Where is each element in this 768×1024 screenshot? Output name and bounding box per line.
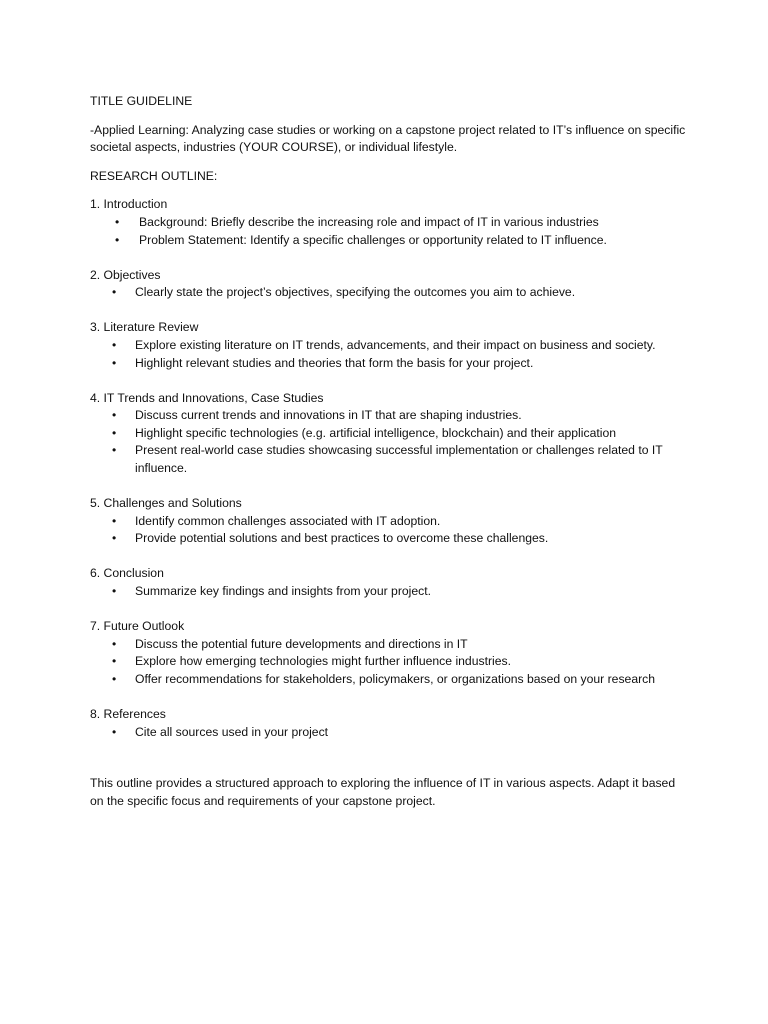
- applied-learning-paragraph: -Applied Learning: Analyzing case studies or working on a capstone project related to IT’s influence on specific societal aspects, industries (YOUR COURSE), or individual lifestyle.: [90, 122, 686, 155]
- section-heading: 2. Objectives: [90, 267, 161, 282]
- list-item: [90, 284, 690, 302]
- section-heading: 7. Future Outlook: [90, 619, 185, 634]
- bullet-list: [90, 583, 690, 601]
- bullet-icon: •: [112, 671, 117, 686]
- list-item-text: Discuss current trends and innovations in IT that are shaping industries.: [135, 408, 522, 423]
- section-heading: 3. Literature Review: [90, 320, 199, 335]
- list-item-text: Cite all sources used in your project: [135, 724, 329, 739]
- bullet-icon: •: [112, 408, 117, 423]
- bullet-icon: •: [112, 355, 117, 370]
- list-item: [90, 214, 690, 232]
- bullet-list: [90, 513, 690, 548]
- bullet-icon: •: [112, 654, 117, 669]
- list-item: [90, 530, 690, 548]
- bullet-icon: •: [112, 724, 117, 739]
- list-item: [90, 583, 690, 601]
- bullet-icon: •: [112, 531, 117, 546]
- bullet-icon: •: [112, 285, 117, 300]
- bullet-list: [90, 337, 690, 372]
- list-item-text: Explore existing literature on IT trends, advancements, and their impact on business and society.: [135, 337, 656, 352]
- list-item: [90, 442, 690, 477]
- section-heading: 5. Challenges and Solutions: [90, 496, 242, 511]
- list-item: [90, 653, 690, 671]
- bullet-icon: •: [115, 214, 120, 229]
- section-future-outlook: [90, 618, 690, 688]
- closing-paragraph: This outline provides a structured approach to exploring the influence of IT in various aspects. Adapt it based on the specific focus and requirements of your capstone project.: [90, 776, 676, 808]
- bullet-icon: •: [115, 232, 120, 247]
- list-item: [90, 407, 690, 425]
- bullet-list: [90, 284, 690, 302]
- bullet-icon: •: [112, 513, 117, 528]
- section-heading: 1. Introduction: [90, 197, 168, 212]
- section-it-trends: [90, 390, 690, 478]
- section-objectives: [90, 267, 690, 302]
- list-item: [90, 671, 690, 689]
- bullet-icon: •: [112, 636, 117, 651]
- title-guideline: TITLE GUIDELINE: [90, 94, 193, 108]
- list-item: [90, 355, 690, 373]
- list-item-text: Offer recommendations for stakeholders, policymakers, or organizations based on your research: [135, 671, 656, 686]
- list-item-text: Discuss the potential future developments and directions in IT: [135, 636, 468, 651]
- section-literature-review: [90, 319, 690, 372]
- list-item-text: Explore how emerging technologies might further influence industries.: [135, 654, 511, 669]
- bullet-icon: •: [112, 583, 117, 598]
- list-item: [90, 232, 690, 250]
- bullet-list: [90, 724, 690, 742]
- list-item: [90, 337, 690, 355]
- section-challenges-solutions: [90, 495, 690, 548]
- list-item-text: Identify common challenges associated with IT adoption.: [135, 513, 441, 528]
- section-heading: 8. References: [90, 706, 166, 721]
- bullet-icon: •: [112, 337, 117, 352]
- list-item: [90, 636, 690, 654]
- bullet-list: [90, 636, 690, 689]
- list-item-text: Highlight relevant studies and theories that form the basis for your project.: [135, 355, 534, 370]
- list-item: [90, 513, 690, 531]
- list-item-text: Summarize key findings and insights from your project.: [135, 583, 432, 598]
- section-heading: 4. IT Trends and Innovations, Case Studies: [90, 390, 324, 405]
- section-conclusion: [90, 565, 690, 600]
- bullet-icon: •: [112, 443, 117, 458]
- section-references: [90, 706, 690, 741]
- section-introduction: [90, 196, 690, 249]
- list-item: [90, 724, 690, 742]
- list-item: [90, 425, 690, 443]
- bullet-icon: •: [112, 425, 117, 440]
- list-item-text: Clearly state the project’s objectives, specifying the outcomes you aim to achieve.: [135, 285, 576, 300]
- bullet-list: [90, 214, 690, 249]
- list-item-text: Provide potential solutions and best practices to overcome these challenges.: [135, 531, 549, 546]
- list-item-text: Highlight specific technologies (e.g. artificial intelligence, blockchain) and their application: [135, 425, 616, 440]
- document-content: [90, 93, 690, 823]
- list-item-text: Present real-world case studies showcasing successful implementation or challenges related to IT influence.: [135, 443, 663, 475]
- research-outline-heading: RESEARCH OUTLINE:: [90, 168, 218, 183]
- list-item-text: Background: Briefly describe the increasing role and impact of IT in various industries: [139, 214, 599, 229]
- section-heading: 6. Conclusion: [90, 566, 164, 581]
- bullet-list: [90, 407, 690, 477]
- list-item-text: Problem Statement: Identify a specific challenges or opportunity related to IT influence.: [139, 232, 607, 247]
